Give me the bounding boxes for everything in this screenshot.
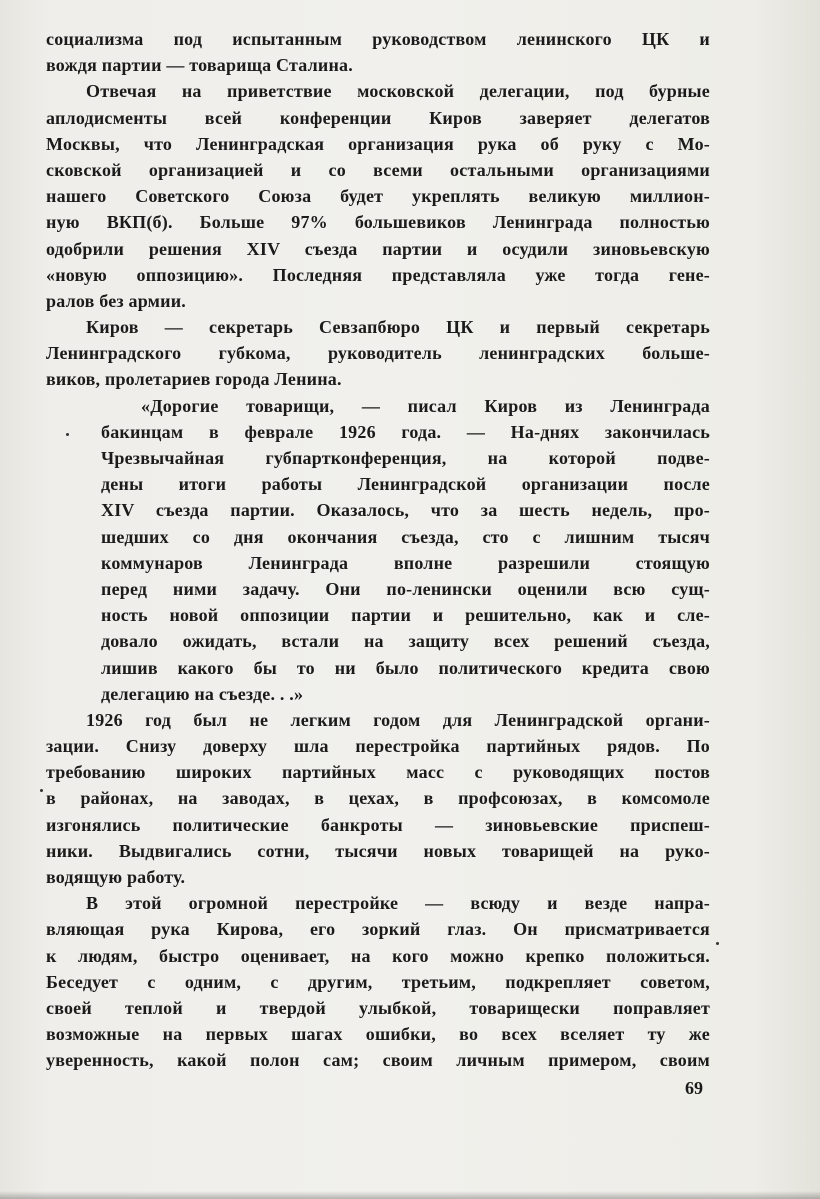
text-line: Москвы, что Ленинградская организация рука об руку с Мо- xyxy=(46,133,710,154)
text-line: аплодисменты всей конференции Киров заверяет делегатов xyxy=(46,107,710,128)
text-line: ность новой оппозиции партии и решительно, как и сле- xyxy=(101,605,710,626)
text-line: сковской организацией и со всеми остальными организациями xyxy=(46,159,710,180)
paragraph-2 xyxy=(46,78,710,314)
text-line: бакинцам в феврале 1926 года. — На-днях закончилась xyxy=(101,421,710,442)
text-line: перед ними задачу. Они по-ленински оценили всю сущ- xyxy=(101,578,710,599)
text-line: 1926 год был не легким годом для Ленинградской органи- xyxy=(86,709,710,730)
text-line: Беседует с одним, с другим, третьим, подкрепляет советом, xyxy=(46,971,710,992)
text-line: ную ВКП(б). Больше 97% большевиков Ленинграда полностью xyxy=(46,212,710,233)
paragraph-3 xyxy=(46,314,710,393)
text-line: делегацию на съезде. . .» xyxy=(101,683,304,704)
text-line: уверенность, какой полон сам; своим личным примером, своим xyxy=(46,1050,710,1071)
text-line: XIV съезда партии. Оказалось, что за шесть недель, про- xyxy=(101,500,710,521)
text-line: виков, пролетариев города Ленина. xyxy=(46,369,342,390)
text-line: одобрили решения XIV съезда партии и осудили зиновьевскую xyxy=(46,238,710,259)
paragraph-6 xyxy=(46,890,710,1073)
text-line: требованию широких партийных масс с руководящих постов xyxy=(46,762,710,783)
text-line: изгонялись политические банкроты — зиновьевские приспеш- xyxy=(46,814,710,835)
text-line: Чрезвычайная губпартконференция, на которой подве- xyxy=(101,448,710,468)
page-text xyxy=(46,26,710,1074)
text-line: довало ожидать, встали на защиту всех решений съезда, xyxy=(101,631,710,652)
text-line: ники. Выдвигались сотни, тысячи новых товарищей на руко- xyxy=(46,840,710,861)
text-line: «Дорогие товарищи, — писал Киров из Ленинграда xyxy=(141,395,710,416)
print-speck xyxy=(40,789,43,792)
text-line: зации. Снизу доверху шла перестройка партийных рядов. По xyxy=(46,736,710,757)
text-line: дены итоги работы Ленинградской организации после xyxy=(101,474,710,495)
text-line: Ленинградского губкома, руководитель ленинградских больше- xyxy=(46,343,710,364)
text-line: Киров — секретарь Севзапбюро ЦК и первый секретарь xyxy=(86,317,710,338)
paragraph-5 xyxy=(46,707,710,890)
page-number: 69 xyxy=(685,1078,703,1098)
text-line: лишив какого бы то ни было политического кредита свою xyxy=(101,657,710,678)
print-speck xyxy=(716,942,719,945)
paragraph-1 xyxy=(46,26,710,78)
text-line: своей теплой и твердой улыбкой, товарищески поправляет xyxy=(46,997,710,1018)
text-line: Отвечая на приветствие московской делегации, под бурные xyxy=(86,81,710,102)
text-line: шедших со дня окончания съезда, сто с лишним тысяч xyxy=(101,526,710,547)
text-line: нашего Советского Союза будет укреплять великую миллион- xyxy=(46,186,710,207)
text-line: возможные на первых шагах ошибки, во всех вселяет ту же xyxy=(46,1024,710,1045)
text-line: к людям, быстро оценивает, на кого можно крепко положиться. xyxy=(46,945,710,966)
text-line: «новую оппозицию». Последняя представляла уже тогда гене- xyxy=(46,264,710,285)
text-line: ралов без армии. xyxy=(46,290,186,311)
print-speck xyxy=(66,433,69,436)
text-line: водящую работу. xyxy=(46,867,186,887)
text-line: коммунаров Ленинграда вполне разрешили стоящую xyxy=(101,552,710,573)
text-line: вляющая рука Кирова, его зоркий глаз. Он присматривается xyxy=(46,919,710,940)
text-line: в районах, на заводах, в цехах, в профсоюзах, в комсомоле xyxy=(46,788,710,809)
text-line: социализма под испытанным руководством ленинского ЦК и xyxy=(46,29,710,49)
text-line: В этой огромной перестройке — всюду и везде напра- xyxy=(86,893,710,914)
text-line: вождя партии — товарища Сталина. xyxy=(46,55,353,76)
quotation-block xyxy=(46,393,710,707)
